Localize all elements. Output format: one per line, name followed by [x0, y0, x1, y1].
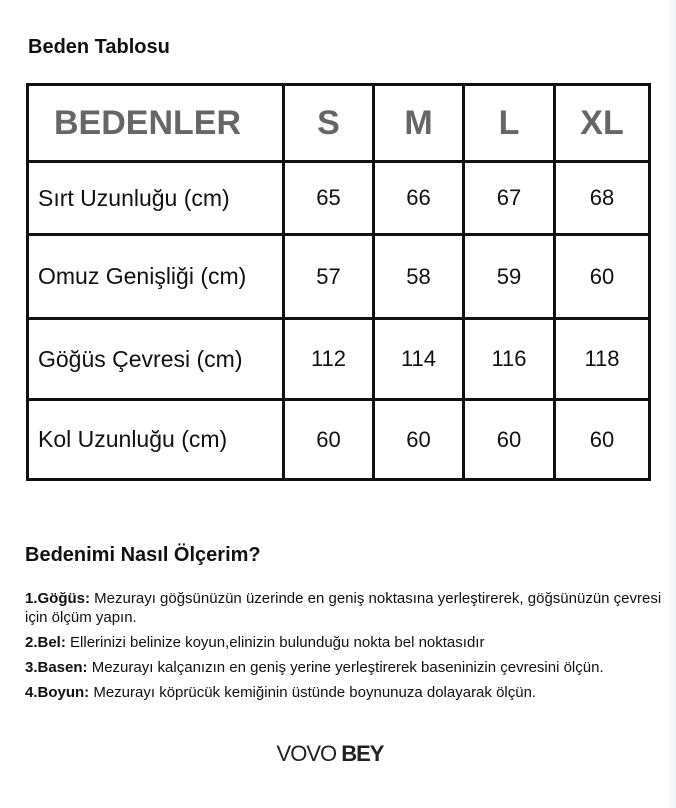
- instruction-term: 1.Göğüs:: [25, 590, 91, 607]
- table-cell: 67: [464, 162, 555, 235]
- instructions-list: [25, 589, 665, 708]
- instruction-term: 4.Boyun:: [25, 684, 90, 701]
- table-row: [28, 162, 650, 235]
- size-header-l: L: [464, 85, 555, 162]
- table-cell: 57: [284, 235, 374, 319]
- size-header-row: [28, 85, 650, 162]
- section-title: Bedenimi Nasıl Ölçerim?: [25, 544, 261, 566]
- table-cell: 116: [464, 319, 555, 400]
- instruction-item: [25, 633, 665, 652]
- table-cell: 114: [374, 319, 464, 400]
- table-cell: 66: [374, 162, 464, 235]
- table-cell: 60: [555, 235, 650, 319]
- header-label: BEDENLER: [28, 85, 284, 162]
- table-row: [28, 400, 650, 480]
- instruction-term: 3.Basen:: [25, 659, 88, 676]
- brand-name-bold: BEY: [341, 741, 384, 766]
- table-cell: 60: [374, 400, 464, 480]
- size-header-m: M: [374, 85, 464, 162]
- table-cell: 60: [284, 400, 374, 480]
- table-cell: 60: [464, 400, 555, 480]
- page-edge-shade: [666, 0, 676, 808]
- instruction-text: Mezurayı göğsünüzün üzerinde en geniş noktasına yerleştirerek, göğsünüzün çevresi için ölçüm yapın.: [25, 590, 662, 626]
- size-header-xl: XL: [555, 85, 650, 162]
- table-row: [28, 319, 650, 400]
- table-cell: 118: [555, 319, 650, 400]
- size-table: [26, 83, 651, 481]
- row-label: Kol Uzunluğu (cm): [28, 400, 284, 480]
- row-label: Sırt Uzunluğu (cm): [28, 162, 284, 235]
- instruction-text: Mezurayı kalçanızın en geniş yerine yerleştirerek baseninizin çevresini ölçün.: [87, 659, 604, 676]
- table-cell: 112: [284, 319, 374, 400]
- instruction-item: [25, 658, 665, 677]
- table-row: [28, 235, 650, 319]
- table-cell: 65: [284, 162, 374, 235]
- row-label: Omuz Genişliği (cm): [28, 235, 284, 319]
- instruction-item: [25, 683, 665, 702]
- table-cell: 68: [555, 162, 650, 235]
- size-header-s: S: [284, 85, 374, 162]
- instruction-item: [25, 589, 665, 627]
- brand-logo: [0, 741, 660, 767]
- page-title: Beden Tablosu: [28, 36, 170, 58]
- instruction-term: 2.Bel:: [25, 634, 66, 651]
- table-cell: 59: [464, 235, 555, 319]
- brand-name-light: VOVO: [276, 741, 342, 766]
- instruction-text: Mezurayı köprücük kemiğinin üstünde boynunuza dolayarak ölçün.: [89, 684, 537, 701]
- row-label: Göğüs Çevresi (cm): [28, 319, 284, 400]
- table-cell: 60: [555, 400, 650, 480]
- instruction-text: Ellerinizi belinize koyun,elinizin bulunduğu nokta bel noktasıdır: [65, 634, 485, 651]
- table-cell: 58: [374, 235, 464, 319]
